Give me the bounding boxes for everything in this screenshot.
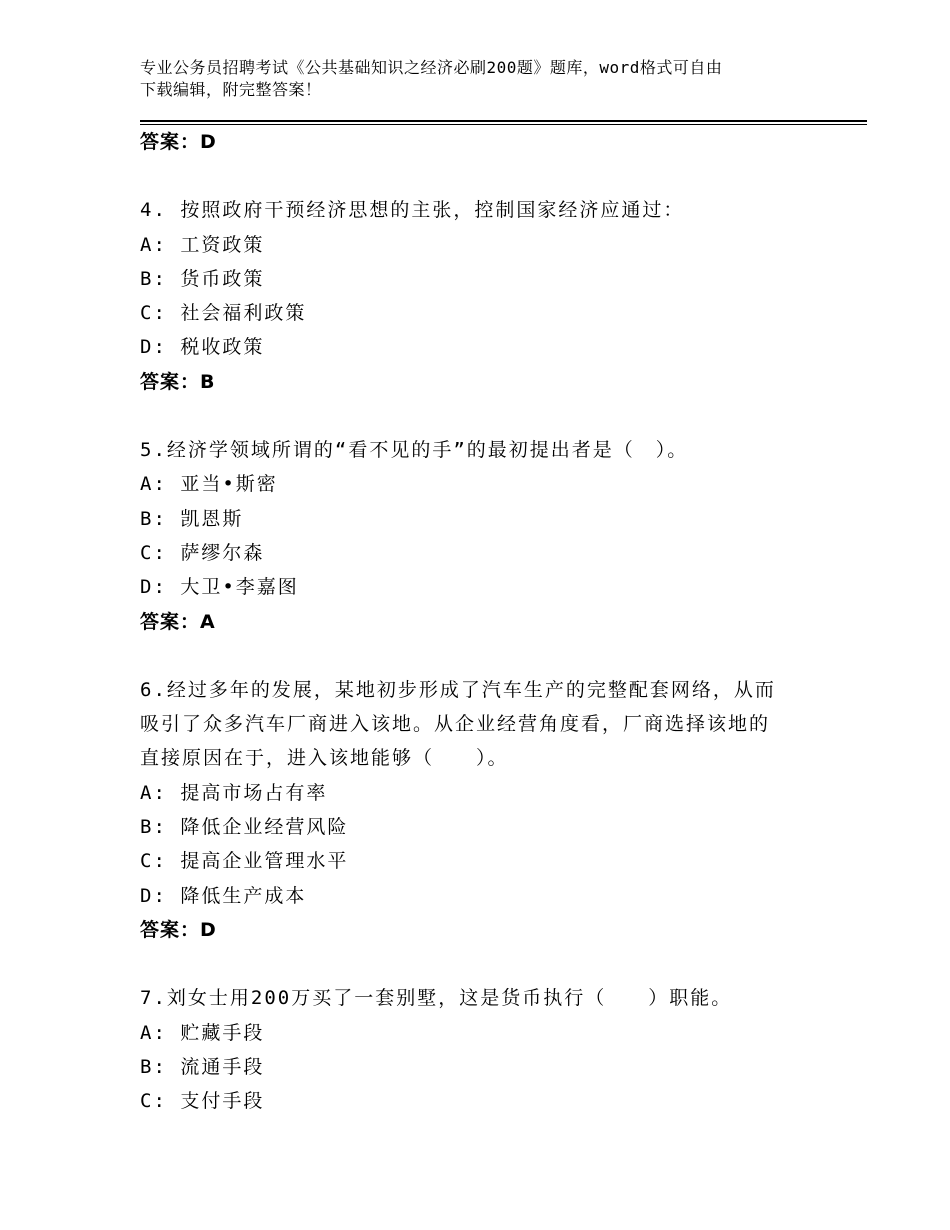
answer: 答案：B: [140, 370, 216, 393]
question-5: [140, 433, 810, 639]
spacer: [140, 159, 810, 193]
question-6: [140, 673, 810, 947]
option-c: C: 社会福利政策: [140, 302, 307, 325]
document-header: [140, 57, 810, 101]
option-a: A: 工资政策: [140, 233, 265, 256]
question-stem-line-1: 6.经过多年的发展，某地初步形成了汽车生产的完整配套网络，从而: [140, 678, 776, 701]
spacer: [140, 399, 810, 433]
option-b: B: 降低企业经营风险: [140, 816, 349, 839]
answer: 答案：A: [140, 610, 216, 633]
question-stem: 7.刘女士用200万买了一套别墅，这是货币执行（ ）职能。: [140, 987, 733, 1010]
option-c: C: 提高企业管理水平: [140, 850, 349, 873]
header-line-1: 专业公务员招聘考试《公共基础知识之经济必刷200题》题库，word格式可自由: [140, 58, 723, 77]
question-stem: 4. 按照政府干预经济思想的主张，控制国家经济应通过：: [140, 199, 685, 222]
option-b: B: 货币政策: [140, 267, 265, 290]
header-line-2: 下载编辑，附完整答案！: [140, 80, 322, 99]
question-stem-line-3: 直接原因在于，进入该地能够（ ）。: [140, 747, 509, 770]
option-b: B: 流通手段: [140, 1055, 265, 1078]
question-stem-line-2: 吸引了众多汽车厂商进入该地。从企业经营角度看，厂商选择该地的: [140, 713, 771, 736]
header-rule-thick: [140, 120, 867, 122]
option-b: B: 凯恩斯: [140, 507, 244, 530]
option-c: C: 支付手段: [140, 1090, 265, 1113]
option-d: D: 大卫•李嘉图: [140, 576, 299, 599]
option-a: A: 提高市场占有率: [140, 781, 328, 804]
question-7: [140, 981, 810, 1118]
previous-answer: 答案：D: [140, 131, 217, 153]
option-a: A: 亚当•斯密: [140, 473, 278, 496]
option-c: C: 萨缪尔森: [140, 541, 265, 564]
answer: 答案：D: [140, 918, 217, 941]
document-body: [140, 125, 810, 1118]
option-d: D: 税收政策: [140, 336, 265, 359]
question-4: [140, 193, 810, 399]
option-a: A: 贮藏手段: [140, 1021, 265, 1044]
spacer: [140, 639, 810, 673]
spacer: [140, 947, 810, 981]
option-d: D: 降低生产成本: [140, 884, 307, 907]
question-stem: 5.经济学领域所谓的“看不见的手”的最初提出者是（ ）。: [140, 439, 689, 462]
